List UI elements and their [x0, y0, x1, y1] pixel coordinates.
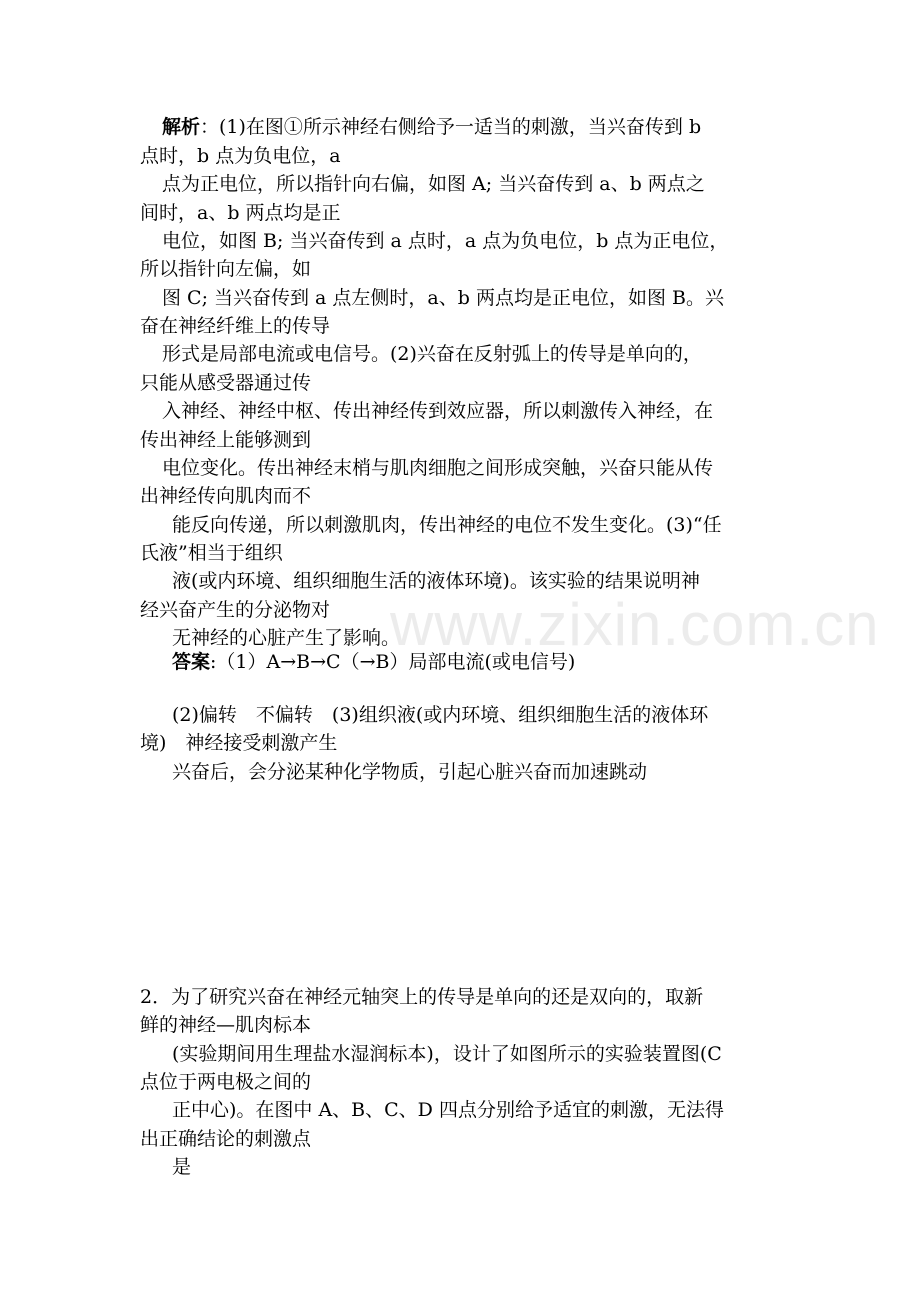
- question2-line-4: 点位于两电极之间的: [140, 1071, 312, 1093]
- question2-line-3: (实验期间用生理盐水湿润标本)，设计了如图所示的实验装置图(C: [172, 1043, 722, 1065]
- analysis-line-17: 液(或内环境、组织细胞生活的液体环境)。该实验的结果说明神: [172, 570, 700, 592]
- analysis-line-9: 形式是局部电流或电信号。(2)兴奋在反射弧上的传导是单向的，: [162, 343, 702, 365]
- analysis-line-16: 氏液”相当于组织: [140, 542, 283, 564]
- question2-line-1: 2．为了研究兴奋在神经元轴突上的传导是单向的还是双向的，取新: [140, 986, 704, 1008]
- analysis-line-7: 图 C; 当兴奋传到 a 点左侧时，a、b 两点均是正电位，如图 B。兴: [162, 287, 724, 309]
- analysis-line-14: 出神经传向肌肉而不: [140, 485, 312, 507]
- question2-line-5: 正中心)。在图中 A、B、C、D 四点分别给予适宜的刺激，无法得: [172, 1099, 724, 1121]
- analysis-line-4: 间时，a、b 两点均是正: [140, 202, 341, 224]
- question2-line-2: 鲜的神经—肌肉标本: [140, 1014, 312, 1036]
- analysis-line-6: 所以指针向左偏，如: [140, 258, 312, 280]
- analysis-line-2: 点时，b 点为负电位，a: [140, 145, 341, 167]
- analysis-line-8: 奋在神经纤维上的传导: [140, 315, 331, 337]
- analysis-line-18: 经兴奋产生的分泌物对: [140, 599, 331, 621]
- watermark: www.zixin.com.cn: [390, 591, 880, 658]
- analysis-line-11: 入神经、神经中枢、传出神经传到效应器，所以刺激传入神经，在: [162, 400, 714, 422]
- analysis-label: 解析: [162, 116, 201, 138]
- analysis-line-19: 无神经的心脏产生了影响。: [172, 627, 401, 649]
- analysis-text-1: ：(1)在图①所示神经右侧给予一适当的刺激，当兴奋传到 b: [200, 116, 702, 138]
- answer-line-3: 境) 神经接受刺激产生: [140, 732, 338, 754]
- analysis-line-15: 能反向传递，所以刺激肌肉，传出神经的电位不发生变化。(3)“任: [172, 514, 722, 536]
- analysis-line-13: 电位变化。传出神经末梢与肌肉细胞之间形成突触，兴奋只能从传: [162, 457, 714, 479]
- analysis-line-5: 电位，如图 B; 当兴奋传到 a 点时，a 点为负电位，b 点为正电位，: [162, 230, 729, 252]
- analysis-line-3: 点为正电位，所以指针向右偏，如图 A; 当兴奋传到 a、b 两点之: [162, 173, 705, 195]
- answer-text-1: :（1）A→B→C（→B）局部电流(或电信号): [210, 651, 576, 673]
- answer-label: 答案: [172, 651, 211, 673]
- analysis-line-1: [162, 115, 822, 139]
- answer-line-4: 兴奋后，会分泌某种化学物质，引起心脏兴奋而加速跳动: [172, 761, 648, 783]
- answer-line-2: (2)偏转 不偏转 (3)组织液(或内环境、组织细胞生活的液体环: [172, 704, 709, 726]
- answer-line-1: [172, 650, 832, 674]
- analysis-line-12: 传出神经上能够测到: [140, 429, 312, 451]
- question2-line-7: 是: [172, 1156, 192, 1178]
- analysis-line-10: 只能从感受器通过传: [140, 372, 312, 394]
- question2-line-6: 出正确结论的刺激点: [140, 1128, 312, 1150]
